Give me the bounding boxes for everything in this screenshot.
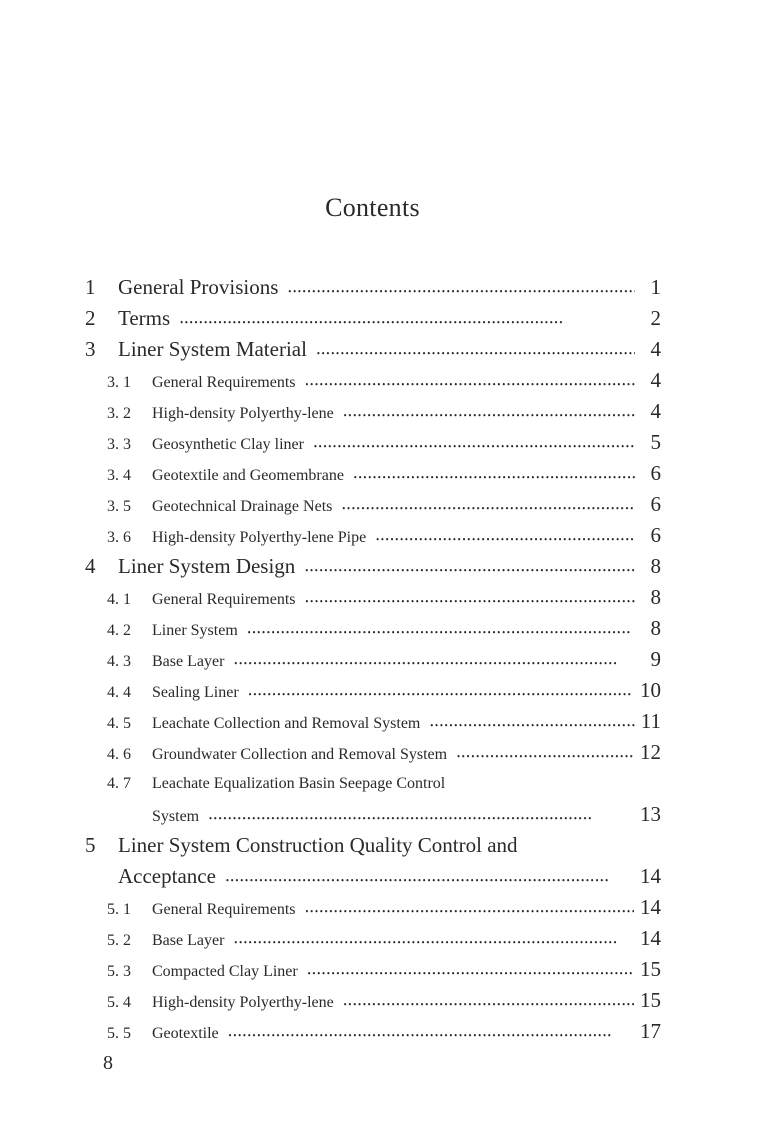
toc-subentry[interactable] [85,985,661,1016]
toc-subentry-number: 5. 1 [107,901,131,918]
toc-subentry-title: Leachate Equalization Basin Seepage Control [152,775,446,792]
toc-entry-title: Liner System Construction Quality Control and [118,833,518,857]
toc-entry-page: 4 [650,337,661,361]
toc-subentry-page: 15 [640,957,661,981]
toc-subentry-number: 4. 4 [107,684,131,701]
toc-subentry-title: Geotechnical Drainage Nets [152,498,333,515]
toc-entry-number: 2 [85,306,96,330]
toc-subentry-number: 5. 2 [107,932,131,949]
toc-entry-title: General Provisions [118,275,279,299]
toc-subentry[interactable] [85,1016,661,1047]
toc-entry-title: Liner System Material [118,337,307,361]
toc-subentry-page: 6 [650,492,661,516]
toc-subentry-page: 4 [650,368,661,392]
toc-subentry-title: General Requirements [152,901,296,918]
toc-entry[interactable] [85,334,661,365]
toc-subentry-page: 9 [650,647,661,671]
toc-subentry-title: Geosynthetic Clay liner [152,436,304,453]
toc-subentry-number: 3. 1 [107,374,131,391]
toc-subentry-page: 6 [650,461,661,485]
toc-entry-page: 8 [650,554,661,578]
toc-subentry-title: High-density Polyerthy-lene [152,994,334,1011]
toc-subentry-title: Liner System [152,622,238,639]
toc-subentry-number: 4. 2 [107,622,131,639]
toc-entry-number: 1 [85,275,96,299]
toc-subentry[interactable] [85,427,661,458]
toc-subentry[interactable] [85,923,661,954]
toc-subentry-number: 3. 3 [107,436,131,453]
toc-entry[interactable] [85,303,661,334]
toc-subentry-title: High-density Polyerthy-lene [152,405,334,422]
toc-subentry[interactable] [85,613,661,644]
toc-subentry-title: Base Layer [152,653,225,670]
toc-subentry-title: High-density Polyerthy-lene Pipe [152,529,367,546]
toc-subentry[interactable] [85,954,661,985]
toc-subentry-number: 4. 5 [107,715,131,732]
toc-subentry-page: 14 [640,926,661,950]
toc-subentry[interactable] [85,706,661,737]
toc-subentry[interactable] [85,520,661,551]
leader-dots [229,1018,634,1051]
toc-subentry-page: 8 [650,585,661,609]
toc-entry-number: 4 [85,554,96,578]
toc-subentry-page: 5 [650,430,661,454]
toc-subentry-title: General Requirements [152,591,296,608]
toc-subentry[interactable] [85,768,661,799]
toc-entry-title: Liner System Design [118,554,296,578]
toc-subentry-title: Groundwater Collection and Removal System [152,746,448,763]
toc-entry-title: Terms [118,306,171,330]
toc-subentry-number: 4. 7 [107,775,131,792]
toc-subentry-number: 4. 1 [107,591,131,608]
toc-subentry-page: 8 [650,616,661,640]
toc-subentry-title: Compacted Clay Liner [152,963,298,980]
toc-subentry-title: Geotextile [152,1025,219,1042]
toc-subentry-title: Geotextile and Geomembrane [152,467,344,484]
toc-subentry-page: 4 [650,399,661,423]
toc-subentry-page: 15 [640,988,661,1012]
toc-entry[interactable] [85,272,661,303]
toc-entry-page: 1 [650,275,661,299]
toc-subentry-number: 5. 5 [107,1025,131,1042]
toc-subentry[interactable] [85,365,661,396]
page-number: 8 [103,1052,113,1074]
toc-subentry-number: 5. 3 [107,963,131,980]
toc-subentry[interactable] [85,675,661,706]
toc-subentry-number: 3. 2 [107,405,131,422]
toc-subentry-title: Base Layer [152,932,225,949]
toc-subentry-page: 6 [650,523,661,547]
toc-subentry-title: System [152,808,200,825]
toc-subentry[interactable] [85,396,661,427]
toc-entry-continuation[interactable] [85,861,661,892]
toc-subentry[interactable] [85,458,661,489]
toc-subentry-number: 4. 3 [107,653,131,670]
toc-subentry-number: 3. 5 [107,498,131,515]
toc-subentry-title: Leachate Collection and Removal System [152,715,421,732]
toc-subentry[interactable] [85,892,661,923]
toc-subentry[interactable] [85,737,661,768]
toc-entry-number: 5 [85,833,96,857]
toc-subentry-number: 4. 6 [107,746,131,763]
toc-subentry[interactable] [85,489,661,520]
toc-subentry-number: 3. 4 [107,467,131,484]
toc-entry-number: 3 [85,337,96,361]
toc-subentry[interactable] [85,582,661,613]
toc-subentry-page: 12 [640,740,661,764]
toc-subentry[interactable] [85,644,661,675]
toc-subentry-continuation[interactable] [85,799,661,830]
toc-subentry-title: General Requirements [152,374,296,391]
toc-entry-page: 14 [640,864,661,888]
toc-subentry-title: Sealing Liner [152,684,239,701]
toc-entry-title: Acceptance [118,864,216,888]
toc-subentry-page: 10 [640,678,661,702]
page-title: Contents [325,193,420,222]
toc-entry[interactable] [85,551,661,582]
toc-entry-page: 2 [650,306,661,330]
toc-subentry-page: 13 [640,802,661,826]
toc-subentry-page: 17 [640,1019,661,1043]
toc-subentry-number: 5. 4 [107,994,131,1011]
toc-subentry-page: 11 [640,709,661,733]
toc-entry[interactable] [85,830,661,861]
toc-subentry-page: 14 [640,895,661,919]
table-of-contents [85,272,661,1047]
toc-subentry-number: 3. 6 [107,529,131,546]
